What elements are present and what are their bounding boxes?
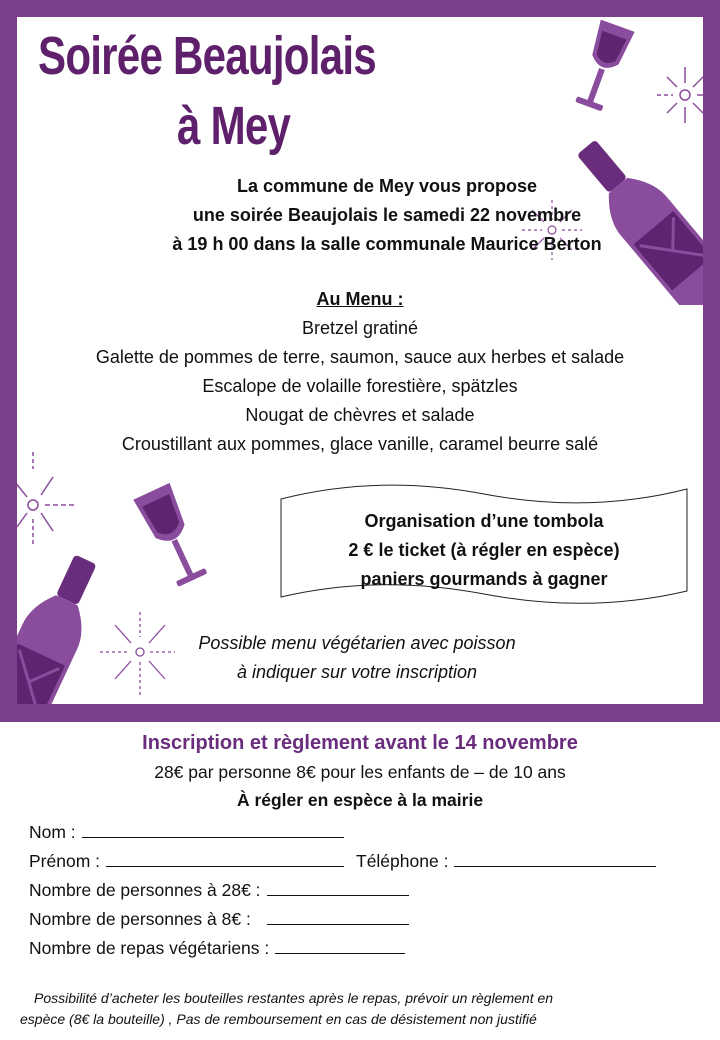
adults-field[interactable] [267, 877, 409, 896]
intro-line: La commune de Mey vous propose [236, 176, 538, 196]
menu-item: Escalope de volaille forestière, spätzles [202, 376, 518, 396]
vegetarian-line: à indiquer sur votre inscription [236, 662, 478, 682]
vegetarian-label: Nombre de repas végétariens : [29, 938, 270, 958]
vegetarian-field[interactable] [275, 935, 405, 954]
poster-body [17, 17, 703, 704]
menu-item: Bretzel gratiné [301, 318, 419, 338]
adults-label: Nombre de personnes à 28€ : [29, 880, 261, 900]
menu-item: Nougat de chèvres et salade [245, 405, 475, 425]
children-field[interactable] [267, 906, 409, 925]
prenom-label: Prénom : [29, 851, 100, 871]
poster-title-line2: à Mey [177, 96, 291, 156]
sparkle-icon [637, 57, 703, 137]
note-line: espèce (8€ la bouteille) , Pas de remboursement en cas de désistement non justifié [20, 1011, 537, 1027]
menu-item: Croustillant aux pommes, glace vanille, caramel beurre salé [121, 434, 599, 454]
vegetarian-note [167, 629, 547, 687]
registration-form [29, 818, 656, 963]
menu-item: Galette de pommes de terre, saumon, sauce aux herbes et salade [95, 347, 625, 367]
registration-heading: Inscription et règlement avant le 14 novembre [142, 732, 578, 754]
telephone-field[interactable] [454, 848, 656, 867]
sparkle-icon [17, 447, 97, 557]
menu-heading: Au Menu : [316, 289, 404, 309]
prenom-field[interactable] [106, 848, 344, 867]
registration-payment: À régler en espèce à la mairie [236, 790, 484, 810]
vegetarian-line: Possible menu végétarien avec poisson [198, 633, 516, 653]
nom-label: Nom : [29, 822, 76, 842]
registration-section [0, 728, 720, 814]
nom-field[interactable] [82, 819, 344, 838]
wine-glass-icon [122, 479, 232, 599]
children-label: Nombre de personnes à 8€ : [29, 909, 251, 929]
tombola-line: paniers gourmands à gagner [360, 569, 608, 589]
intro-line: à 19 h 00 dans la salle communale Maurice Berton [172, 234, 602, 254]
note-line: Possibilité d’acheter les bouteilles restantes après le repas, prévoir un règlement en [34, 990, 554, 1006]
tombola-line: Organisation d’une tombola [364, 511, 604, 531]
tombola-line: 2 € le ticket (à régler en espèce) [348, 540, 620, 560]
poster-title-line1: Soirée Beaujolais [38, 26, 376, 86]
footer-note [20, 988, 710, 1030]
wine-glass-icon [562, 19, 642, 119]
registration-prices: 28€ par personne 8€ pour les enfants de – de 10 ans [154, 762, 566, 782]
tombola-text [279, 507, 689, 594]
intro-line: une soirée Beaujolais le samedi 22 novembre [192, 205, 582, 225]
event-intro [147, 172, 627, 259]
menu-section [17, 285, 703, 459]
telephone-label: Téléphone : [356, 851, 449, 871]
